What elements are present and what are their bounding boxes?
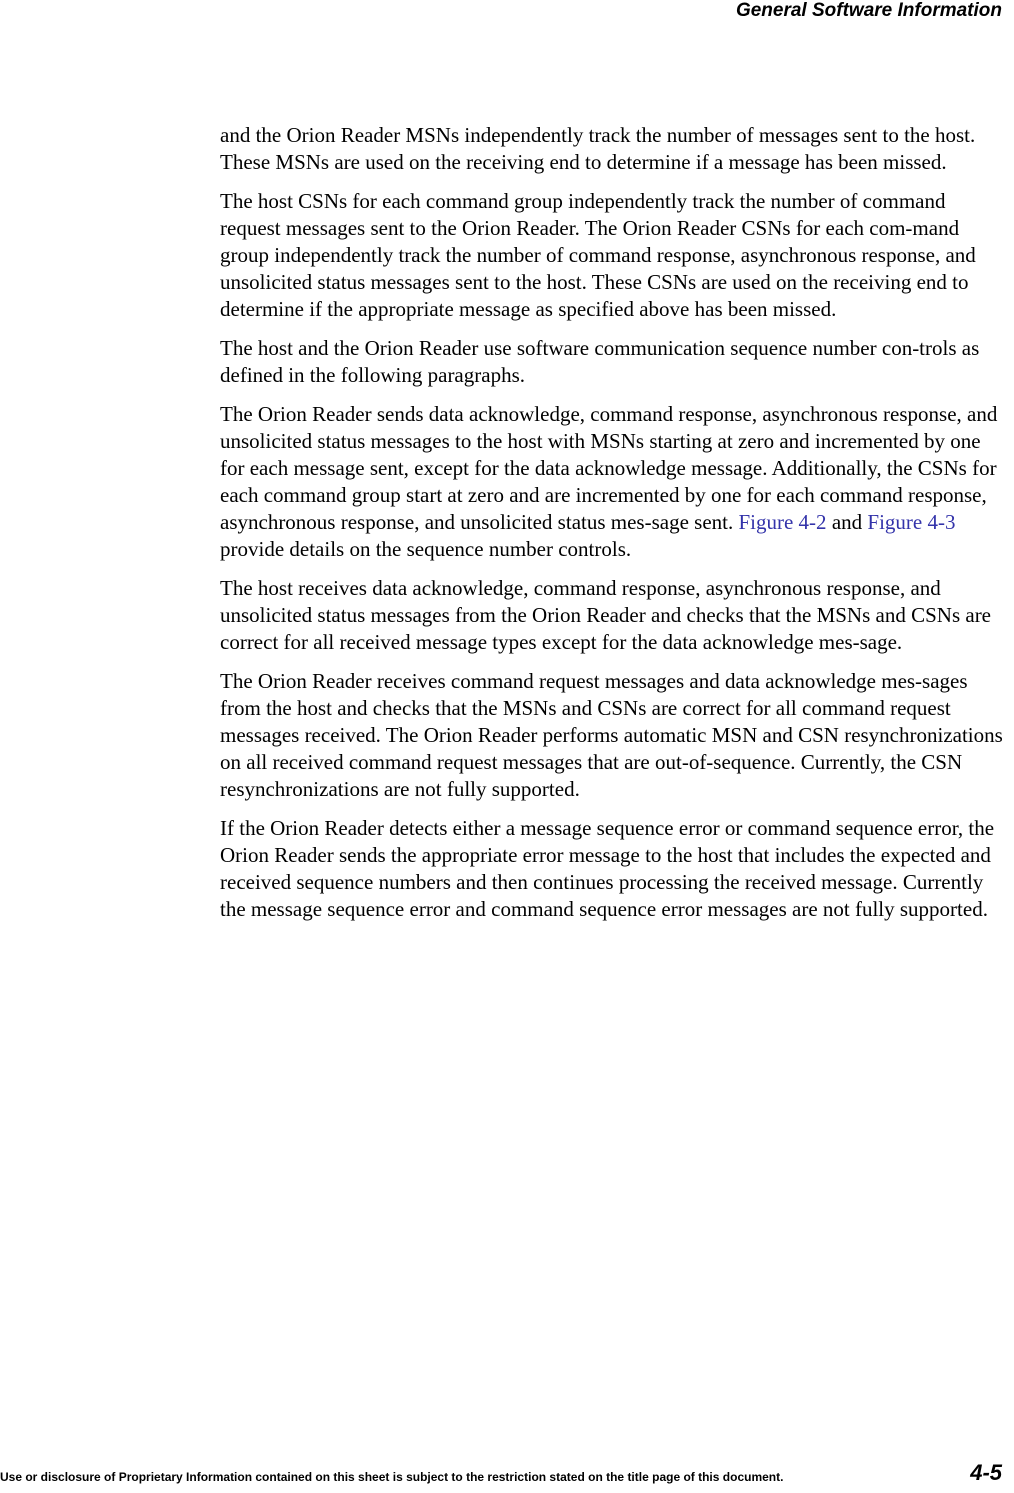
paragraph-6: The Orion Reader receives command request messages and data acknowledge mes-sages from the host and checks that the MSNs and CSNs are correct for all command request messages received. The Orion Reader performs automatic MSN and CSN resynchronizations on all received command request messages that are out-of-sequence. Currently, the CSN resynchronizations are not fully supported. — [220, 669, 1003, 801]
paragraph-5: The host receives data acknowledge, command response, asynchronous response, and unsolicited status messages from the Orion Reader and checks that the MSNs and CSNs are correct for all received message types except for the data acknowledge mes-sage. — [220, 576, 992, 654]
paragraph-4-text-middle: and — [826, 510, 868, 534]
paragraph-4-text-after: provide details on the sequence number controls. — [220, 537, 632, 561]
paragraph-3: The host and the Orion Reader use software communication sequence number con-trols as defined in the following paragraphs. — [220, 336, 980, 387]
paragraph-2: The host CSNs for each command group independently track the number of command request messages sent to the Orion Reader. The Orion Reader CSNs for each com-mand group independently track the number of command response, asynchronous response, and unsolicited status messages sent to the host. These CSNs are used on the receiving end to determine if the appropriate message as specified above has been missed. — [220, 189, 976, 321]
page-number: 4-5 — [970, 1460, 1002, 1485]
paragraph-7: If the Orion Reader detects either a message sequence error or command sequence error, the Orion Reader sends the appropriate error message to the host that includes the expected and received sequence numbers and then continues processing the received message. Currently the message sequence error and command sequence error messages are not fully supported. — [220, 816, 995, 921]
figure-4-3-link[interactable]: Figure 4-3 — [867, 510, 956, 534]
figure-4-2-link[interactable]: Figure 4-2 — [738, 510, 827, 534]
body-text — [220, 122, 1006, 935]
paragraph-1: and the Orion Reader MSNs independently track the number of messages sent to the host. These MSNs are used on the receiving end to determine if a message has been missed. — [220, 123, 976, 174]
proprietary-notice: Use or disclosure of Proprietary Information contained on this sheet is subject to the restriction stated on the title page of this document. — [0, 1470, 784, 1484]
running-header: General Software Information — [735, 0, 1002, 21]
paragraph-4 — [220, 401, 1006, 563]
paragraph-4-text-before: The Orion Reader sends data acknowledge, command response, asynchronous response, and unsolicited status messages to the host with MSNs starting at zero and incremented by one for each message sent, except for the data acknowledge message. Additionally, the CSNs for each command group start at zero and are incremented by one for each command response, asynchronous response, and unsolicited status mes-sage sent. — [220, 402, 998, 534]
